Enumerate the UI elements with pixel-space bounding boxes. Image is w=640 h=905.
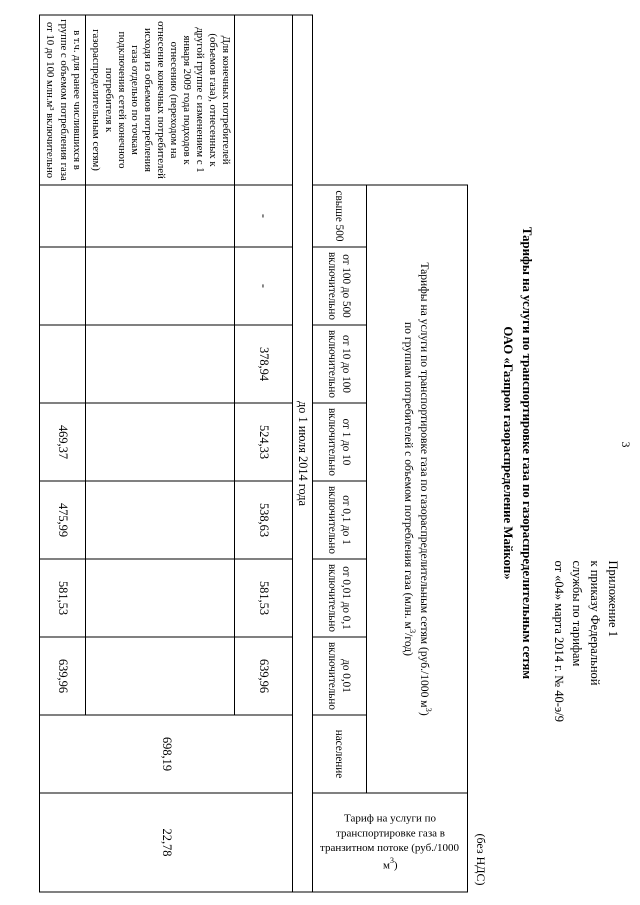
section-title-cell: до 1 июля 2014 года: [293, 15, 313, 892]
column-header-over-500: свыше 500: [313, 185, 367, 247]
group-header-line2: по группам потребителей с объемом потребления газа (млн. м: [402, 321, 416, 629]
group-header-line1-end: ): [418, 711, 432, 716]
group-header-sup1: 3: [423, 707, 433, 712]
cell-transit: 22,78: [40, 793, 293, 892]
cell-over-500: -: [235, 185, 293, 247]
cell-upto-001: [86, 637, 235, 715]
column-header-100-500: от 100 до 500 включительно: [313, 247, 367, 325]
column-header-01-1: от 0,1 до 1 включительно: [313, 481, 367, 559]
header-line-3: службы по тарифам: [569, 560, 584, 666]
cell-001-01: 581,53: [235, 559, 293, 637]
cell-100-500: -: [235, 247, 293, 325]
header-line-2: к приказу Федеральной: [587, 560, 602, 685]
table-section-title-row: [293, 15, 313, 892]
document-header: [550, 560, 623, 890]
row-label-empty: [235, 15, 293, 185]
column-header-001-01: от 0,01 до 0,1 включительно: [313, 559, 367, 637]
transit-header-line1: Тариф на услуги по транспортировке газа в транзитном потоке: [320, 811, 445, 854]
cell-100-500: [86, 247, 235, 325]
group-header-cell: [367, 185, 468, 793]
column-header-population: население: [313, 715, 367, 793]
cell-001-01: 581,53: [40, 559, 86, 637]
transit-header-line2: (руб./1000 м: [382, 841, 460, 872]
transit-header-sup: 3: [389, 855, 394, 865]
header-line-1: Приложение 1: [606, 560, 620, 637]
group-header-sup2: 3: [408, 628, 417, 633]
tariff-table-wrapper: [39, 14, 468, 891]
header-line-4: от «04» марта 2014 г. № 40-э/9: [551, 560, 566, 722]
cell-1-10: [86, 403, 235, 481]
transit-tariff-header: [313, 793, 468, 892]
cell-100-500: [40, 247, 86, 325]
table-row: [235, 15, 293, 892]
cell-10-100: [86, 325, 235, 403]
table-header-row-group: [367, 15, 468, 892]
page-title-line-1: Тарифы на услуги по транспортировке газа по газораспределительным сетям: [520, 226, 534, 679]
cell-001-01: [86, 559, 235, 637]
cell-1-10: 469,37: [40, 403, 86, 481]
page-number: 3: [619, 441, 633, 447]
page-title: [498, 0, 536, 905]
cell-01-1: 475,99: [40, 481, 86, 559]
column-header-10-100: от 10 до 100 включительно: [313, 325, 367, 403]
vat-note: (без НДС): [474, 832, 488, 885]
page-title-line-2: ОАО «Газпром газораспределение Майкоп»: [500, 325, 515, 580]
column-header-upto-001: до 0,01 включительно: [313, 637, 367, 715]
column-header-1-10: от 1 до 10 включительно: [313, 403, 367, 481]
cell-upto-001: 639,96: [40, 637, 86, 715]
cell-1-10: 524,33: [235, 403, 293, 481]
cell-upto-001: 639,96: [235, 637, 293, 715]
row-label-regrouped-consumers: Для конечных потребителей (объемов газа), отнесенных к другой группе с изменением с 1 января 2009 года подходов к отнесению (переходом на отнесение конечных потребителей исходя из объемов потребления газа отдельно по точкам подключения сетей конечного потребителя к газораспределительным сетям): [86, 15, 235, 185]
cell-population: 698,19: [40, 715, 293, 793]
cell-10-100: [40, 325, 86, 403]
cell-over-500: [40, 185, 86, 247]
cell-01-1: [86, 481, 235, 559]
cell-01-1: 538,63: [235, 481, 293, 559]
row-label-formerly-10-100: в т.ч. для ранее числившихся в группе с объемом потребления газа от 10 до 100 млн.м³ включительно: [40, 15, 86, 185]
group-header-line2-end: /год): [402, 632, 416, 656]
group-header-line1: Тарифы на услуги по транспортировке газа по газораспределительным сетям (руб./1000 м: [418, 261, 432, 708]
tariff-table: [39, 14, 468, 892]
cell-10-100: 378,94: [235, 325, 293, 403]
cell-over-500: [86, 185, 235, 247]
transit-header-line2-end: ): [393, 859, 398, 872]
